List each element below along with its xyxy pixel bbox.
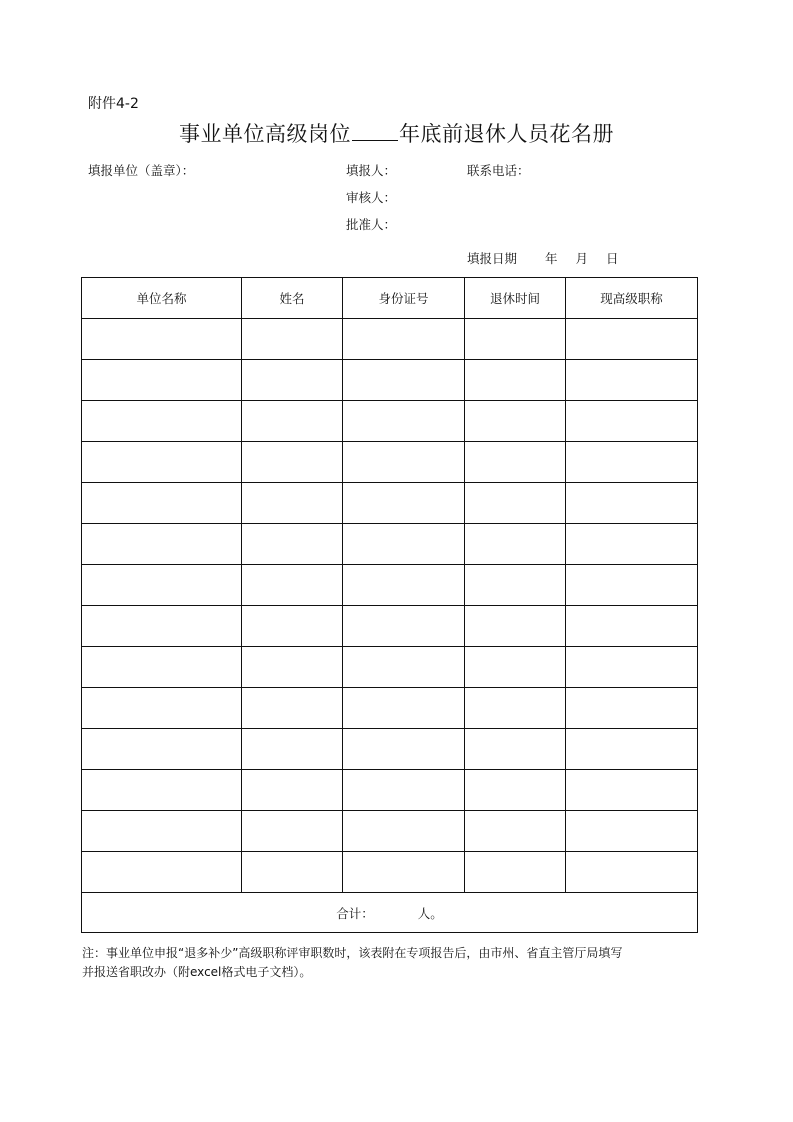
- title-prefix: 事业单位高级岗位: [179, 122, 351, 146]
- total-row: [82, 893, 698, 933]
- cell-unit-name[interactable]: [82, 647, 242, 688]
- cell-senior-title[interactable]: [566, 319, 698, 360]
- cell-senior-title[interactable]: [566, 729, 698, 770]
- table-row: [82, 401, 698, 442]
- cell-id-number[interactable]: [343, 729, 465, 770]
- cell-senior-title[interactable]: [566, 565, 698, 606]
- cell-id-number[interactable]: [343, 606, 465, 647]
- cell-unit-name[interactable]: [82, 729, 242, 770]
- title-suffix: 年底前退休人员花名册: [399, 122, 614, 146]
- table-row: [82, 565, 698, 606]
- cell-id-number[interactable]: [343, 360, 465, 401]
- cell-retire-time[interactable]: [465, 852, 566, 893]
- date-label: 填报日期: [467, 251, 518, 266]
- table-row: [82, 729, 698, 770]
- cell-senior-title[interactable]: [566, 770, 698, 811]
- cell-retire-time[interactable]: [465, 442, 566, 483]
- cell-retire-time[interactable]: [465, 483, 566, 524]
- cell-unit-name[interactable]: [82, 401, 242, 442]
- unit-label: 填报单位（盖章）：: [88, 163, 195, 178]
- cell-name[interactable]: [242, 442, 343, 483]
- table-row: [82, 319, 698, 360]
- filler-label: 填报人：: [346, 163, 397, 178]
- page-title: [0, 118, 793, 148]
- cell-name[interactable]: [242, 483, 343, 524]
- cell-senior-title[interactable]: [566, 811, 698, 852]
- table-row: [82, 647, 698, 688]
- retiree-roster-table: [81, 277, 698, 933]
- cell-unit-name[interactable]: [82, 360, 242, 401]
- table-row: [82, 442, 698, 483]
- cell-senior-title[interactable]: [566, 442, 698, 483]
- cell-retire-time[interactable]: [465, 770, 566, 811]
- cell-name[interactable]: [242, 647, 343, 688]
- cell-retire-time[interactable]: [465, 401, 566, 442]
- cell-unit-name[interactable]: [82, 319, 242, 360]
- cell-retire-time[interactable]: [465, 360, 566, 401]
- cell-id-number[interactable]: [343, 483, 465, 524]
- reviewer-label: 审核人：: [346, 190, 397, 205]
- cell-retire-time[interactable]: [465, 811, 566, 852]
- header-senior-title: 现高级职称: [566, 278, 698, 319]
- footnote-line-1: 注：事业单位申报“退多补少”高级职称评审职数时，该表附在专项报告后，由市州、省直主管厅局填写: [82, 946, 623, 960]
- table-row: [82, 688, 698, 729]
- cell-retire-time[interactable]: [465, 606, 566, 647]
- table-row: [82, 770, 698, 811]
- cell-id-number[interactable]: [343, 442, 465, 483]
- total-unit: 人。: [417, 905, 443, 921]
- table-row: [82, 360, 698, 401]
- cell-name[interactable]: [242, 401, 343, 442]
- cell-unit-name[interactable]: [82, 770, 242, 811]
- cell-unit-name[interactable]: [82, 811, 242, 852]
- table-row: [82, 811, 698, 852]
- table-header-row: [82, 278, 698, 319]
- cell-senior-title[interactable]: [566, 852, 698, 893]
- cell-id-number[interactable]: [343, 811, 465, 852]
- cell-senior-title[interactable]: [566, 524, 698, 565]
- cell-unit-name[interactable]: [82, 606, 242, 647]
- cell-name[interactable]: [242, 606, 343, 647]
- table-row: [82, 524, 698, 565]
- fill-date: [467, 249, 619, 267]
- table-row: [82, 483, 698, 524]
- cell-unit-name[interactable]: [82, 442, 242, 483]
- cell-retire-time[interactable]: [465, 319, 566, 360]
- cell-unit-name[interactable]: [82, 524, 242, 565]
- phone-label: 联系电话：: [467, 163, 530, 178]
- cell-unit-name[interactable]: [82, 483, 242, 524]
- cell-id-number[interactable]: [343, 647, 465, 688]
- cell-id-number[interactable]: [343, 688, 465, 729]
- cell-id-number[interactable]: [343, 565, 465, 606]
- footnote-line-2: 并报送省职改办（附excel格式电子文档）。: [82, 965, 312, 979]
- cell-unit-name[interactable]: [82, 565, 242, 606]
- header-id-number: 身份证号: [343, 278, 465, 319]
- cell-unit-name[interactable]: [82, 852, 242, 893]
- header-retire-time: 退休时间: [465, 278, 566, 319]
- cell-name[interactable]: [242, 688, 343, 729]
- total-label: 合计：: [336, 905, 374, 921]
- cell-id-number[interactable]: [343, 524, 465, 565]
- cell-senior-title[interactable]: [566, 483, 698, 524]
- header-name: 姓名: [242, 278, 343, 319]
- cell-senior-title[interactable]: [566, 688, 698, 729]
- cell-unit-name[interactable]: [82, 688, 242, 729]
- cell-senior-title[interactable]: [566, 647, 698, 688]
- cell-name[interactable]: [242, 565, 343, 606]
- cell-id-number[interactable]: [343, 401, 465, 442]
- cell-id-number[interactable]: [343, 852, 465, 893]
- approver-label: 批准人：: [346, 217, 397, 232]
- table-row: [82, 606, 698, 647]
- cell-name[interactable]: [242, 524, 343, 565]
- cell-name[interactable]: [242, 811, 343, 852]
- total-cell: [82, 893, 698, 933]
- table-row: [82, 852, 698, 893]
- cell-retire-time[interactable]: [465, 647, 566, 688]
- cell-retire-time[interactable]: [465, 729, 566, 770]
- header-unit-name: 单位名称: [82, 278, 242, 319]
- cell-senior-title[interactable]: [566, 360, 698, 401]
- cell-name[interactable]: [242, 729, 343, 770]
- cell-senior-title[interactable]: [566, 401, 698, 442]
- cell-name[interactable]: [242, 770, 343, 811]
- cell-retire-time[interactable]: [465, 524, 566, 565]
- cell-senior-title[interactable]: [566, 606, 698, 647]
- cell-name[interactable]: [242, 852, 343, 893]
- date-month: 月: [575, 251, 589, 266]
- date-year: 年: [545, 251, 558, 266]
- attachment-label: 附件4-2: [88, 96, 139, 112]
- cell-id-number[interactable]: [343, 319, 465, 360]
- cell-id-number[interactable]: [343, 770, 465, 811]
- cell-retire-time[interactable]: [465, 688, 566, 729]
- cell-name[interactable]: [242, 319, 343, 360]
- table-body: [82, 319, 698, 933]
- cell-retire-time[interactable]: [465, 565, 566, 606]
- year-blank: [352, 122, 398, 141]
- date-day: 日: [606, 251, 619, 266]
- cell-name[interactable]: [242, 360, 343, 401]
